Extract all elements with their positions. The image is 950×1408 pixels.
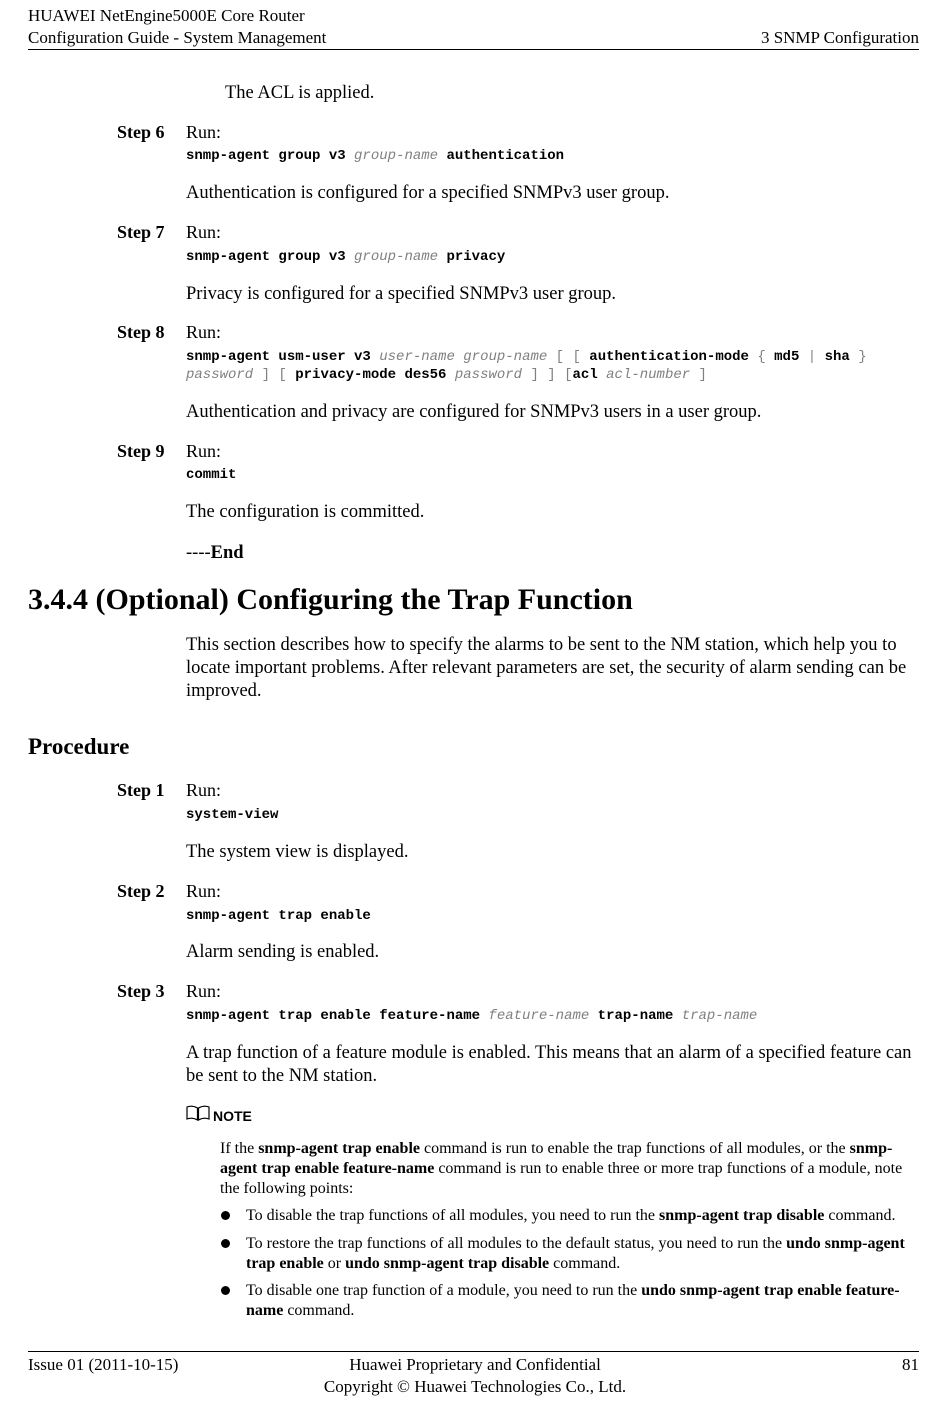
note-label: NOTE [213,1108,252,1124]
step-label: Step 1 [117,780,165,800]
note-bullet: To restore the trap functions of all modules to the default status, you need to run the undo snmp-agent trap enable or undo snmp-agent trap disable command. [246,1235,905,1272]
step-description: Authentication and privacy are configured for SNMPv3 users in a user group. [186,402,762,422]
note-bullet: To disable the trap functions of all modules, you need to run the snmp-agent trap disable command. [246,1207,896,1224]
command-line: commit [186,467,237,483]
command-line: system-view [186,807,279,823]
header-product: HUAWEI NetEngine5000E Core Router [28,6,305,25]
run-label: Run: [186,441,222,461]
command-line: snmp-agent usm-user v3 user-name group-name [ [ authentication-mode { md5 | sha } [186,349,867,365]
section-title: 3.4.4 (Optional) Configuring the Trap Function [28,583,633,616]
step-description: Authentication is configured for a specified SNMPv3 user group. [186,183,670,203]
header-chapter: 3 SNMP Configuration [760,28,919,47]
intro-text: The ACL is applied. [225,83,375,103]
run-label: Run: [186,322,222,342]
run-label: Run: [186,122,222,142]
run-label: Run: [186,881,222,901]
book-icon [186,1104,210,1122]
step-label: Step 2 [117,881,165,901]
footer-confidential: Huawei Proprietary and Confidential [349,1355,601,1374]
step-label: Step 9 [117,441,165,461]
procedure-heading: Procedure [28,734,130,759]
command-line: password ] [ privacy-mode des56 password ] ] [acl acl-number ] [186,367,707,383]
bullet-icon [221,1239,230,1248]
step-description: The configuration is committed. [186,502,425,522]
header-guide: Configuration Guide - System Management [28,28,327,47]
step-description: Privacy is configured for a specified SNMPv3 user group. [186,284,617,304]
run-label: Run: [186,222,222,242]
step-label: Step 3 [117,981,165,1001]
end-marker: ----End [186,543,244,563]
step-label: Step 7 [117,222,165,242]
footer-rule [28,1351,919,1352]
header-rule [28,49,919,50]
step-label: Step 8 [117,322,165,342]
note-intro: If the snmp-agent trap enable command is run to enable the trap functions of all modules, or the snmp-agent trap enable feature-name command is run to enable three or more trap functions of a module, note the following points: [220,1140,903,1197]
section-description: This section describes how to specify the alarms to be sent to the NM station, which help you to locate important problems. After relevant parameters are set, the security of alarm sending can be improved. [186,635,907,701]
page-number: 81 [902,1355,919,1374]
command-line: snmp-agent trap enable [186,908,371,924]
command-line: snmp-agent trap enable feature-name feature-name trap-name trap-name [186,1008,758,1024]
command-line: snmp-agent group v3 group-name authentication [186,148,565,164]
step-description: The system view is displayed. [186,842,409,862]
footer-issue: Issue 01 (2011-10-15) [28,1355,179,1374]
run-label: Run: [186,780,222,800]
run-label: Run: [186,981,222,1001]
bullet-icon [221,1286,230,1295]
note-bullet: To disable one trap function of a module, you need to run the undo snmp-agent trap enable feature-name command. [246,1282,900,1319]
footer-copyright: Copyright © Huawei Technologies Co., Ltd. [323,1377,627,1396]
bullet-icon [221,1211,230,1220]
step-description: Alarm sending is enabled. [186,942,380,962]
step-description: A trap function of a feature module is enabled. This means that an alarm of a specified feature can be sent to the NM station. [186,1043,912,1086]
command-line: snmp-agent group v3 group-name privacy [186,249,506,265]
step-label: Step 6 [117,122,165,142]
